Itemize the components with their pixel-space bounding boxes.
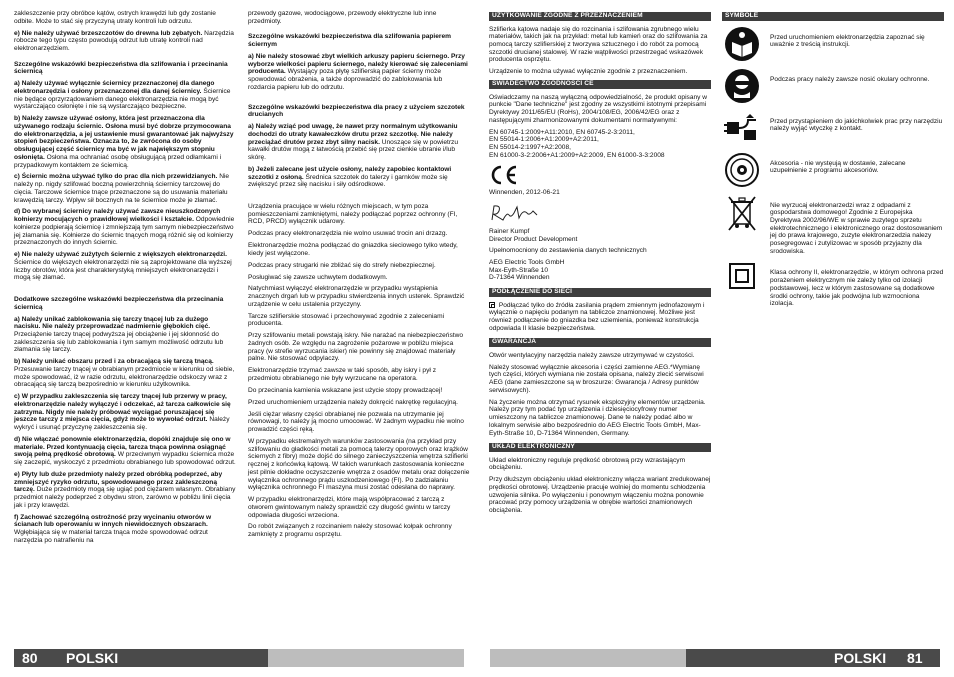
footer-left [0, 649, 477, 667]
symbol-text: Akcesoria - nie wystęują w dostawie, zalecane uzupełnienie z programu akcesoriów. [770, 159, 906, 175]
paragraph: Jeśli ciężar własny części obrabianej nie pozwala na utrzymanie jej równowagi, to należy ją mocno umocować. W żadnym wypadku nie wolno prowadzić części ręką. [248, 410, 464, 434]
section-header: SYMBOLE [722, 12, 944, 21]
paragraph: c) W przypadku zakleszczenia się tarczy tnącej lub przerwy w pracy, elektronarzędzie należy wyłączyć i odczekać, aż tarcza całkowicie się zatrzyma. Nigdy nie należy próbować wyciągać poruszającej się jeszcze tarczy z miejsca cięcia, gdyż może to wywołać odrzut. Należy wykryć i usunąć przyczynę zakleszczenia się. [14, 393, 231, 432]
symbol-row [722, 194, 944, 256]
paragraph: Przed uruchomieniem urządzenia należy dokręcić nakrętkę regulacyjną. [248, 398, 459, 406]
paragraph: Do przecinania kamienia wskazane jest użycie stopy prowadzącej! [248, 386, 443, 394]
norm-line: EN 55014-2:1997+A2:2008, [489, 144, 571, 151]
symbol-row [722, 110, 944, 146]
paragraph: e) Nie należy używać zużytych ściernic z większych elektronarzędzi. Ściernice do większych elektronarzędzi nie są zaprojektowane dla wyższej liczby obrotów, która jest charakterystyką mniejszych elektronarzędzi i mogą się złamać. [14, 251, 232, 282]
address-line: D-71364 Winnenden [489, 274, 550, 282]
paragraph: a) Należy używać wyłącznie ściernicy przeznaczonej dla danego elektronarzędzia i osłony przeznaczonej dla danej ściernicy. Ściernice nie będące oprzyrządowaniem danego elektronarzędzia nie mogą być wystarczająco osłonięte i nie są wystarczająco bezpieczne. [14, 80, 231, 111]
accessory-disc-icon [722, 152, 762, 188]
authorized-text: Upełnomocniony do zestawienia danych technicznych [489, 247, 647, 255]
symbol-row [722, 152, 944, 188]
symbol-row [722, 26, 944, 62]
paragraph: Posługiwać się zawsze uchwytem dodatkowym. [248, 273, 388, 281]
paragraph: b) Należy unikać obszaru przed i za obracającą się tarczą tnącą. Przesuwanie tarczy tnącej w obrabianym przedmiocie w kierunku od siebie, może spowodować, iż w razie odrzutu, elektronarzędzie odskoczy wraz z obracającą się tarczą bezpośrednio w kierunku użytkownika. [14, 358, 235, 389]
norm-line: EN 55014-1:2006+A1:2009+A2:2011, [489, 136, 599, 144]
footer-right [477, 649, 954, 667]
paragraph: b) Należy zawsze używać osłony, która jest przeznaczona dla używanego rodzaju ściernic. Osłona musi być dobrze przymocowana do elektronarzędzia, a jej ustawienie musi gwarantować jak najwyższy stopień bezpieczeństwa. Oznacza to, że zwrócona do osoby obsługującej część ściernicy ma być w jak największym stopniu osłonięta. Osłona ma ochraniać osobę obsługującą przed odłamkami i przypadkowym kontaktem ze ściernicą. [14, 115, 234, 169]
paragraph: e) Płyty lub duże przedmioty należy przed obróbką podeprzeć, aby zmniejszyć ryzyko odrzutu, spowodowanego przez zakleszczoną tarczę. Duże przedmioty mogą się ugiąć pod ciężarem własnym. Obrabiany przedmiot należy podeprzeć z obydwu stron, zarówno w pobliżu linii cięcia jak i przy krawędzi. [14, 470, 236, 509]
section-header: PODŁĄCZENIE DO SIECI [489, 288, 711, 297]
paragraph: e) Nie należy używać brzeszczotów do drewna lub zębatych. Narzędzia robocze tego typu często powodują odrzut lub utratę kontroli nad elektronarzędziem. [14, 29, 234, 52]
paragraph: Podczas pracy elektronarzędzia nie wolno usuwać trocin ani drzazg. [248, 230, 448, 238]
section-heading: Szczególne wskazówki bezpieczeństwa dla szlifowania i przecinania ściernicą [14, 60, 228, 76]
symbol-row [722, 261, 944, 308]
language-label: POLSKI [66, 650, 119, 666]
paragraph: d) Do wybranej ściernicy należy używać zawsze nieuszkodzonych kołnierzy mocujących o prawidłowej wielkości i kształcie. Odpowiednie kołnierze podpierają ściernicę i zmniejszają tym samym niebezpieczeństwo jej złamania się. Kołnierze do ściernic tnących mogą różnić się od kołnierzy przeznaczonych do innych ściernic. [14, 208, 235, 247]
page-number: 80 [22, 650, 38, 666]
paragraph: a) Należy unikać zablokowania się tarczy tnącej lub za dużego nacisku. Nie należy przeprowadzać nadmiernie głębokich cięć. Przeciążenie tarczy tnącej podwyższa jej obciążenie i jej skłonność do zakleszczenia się lub zablokowania i tym samym możliwość odrzutu lub złamania się tarczy. [14, 315, 224, 354]
paragraph: Elektronarzędzie można podłączać do gniazdka sieciowego tylko wtedy, kiedy jest wyłączone. [248, 242, 458, 257]
footer-bar-light [490, 649, 686, 667]
paragraph: Podłączać tylko do źródła zasilania prądem zmiennym jednofazowym i wyłącznie o napięciu podanym na tabliczce znamionowej. Możliwe jest również podłączenie do gniazdka bez uziemienia, ponieważ konstrukcja odpowiada II klasie bezpieczeństwa. [489, 301, 705, 332]
paragraph: Układ elektroniczny reguluje prędkość obrotową przy wzrastającym obciążeniu. [489, 456, 686, 472]
symbol-text: Podczas pracy należy zawsze nosić okulary ochronne. [770, 75, 930, 83]
paragraph: przewody gazowe, wodociągowe, przewody elektryczne lub inne przedmioty. [248, 10, 437, 25]
signature-icon [489, 203, 711, 226]
section-header: UKŁAD ELEKTRONICZNY [489, 443, 711, 452]
symbol-row [722, 68, 944, 104]
paragraph: Natychmiast wyłączyć elektronarzędzie w przypadku wystąpienia znacznych drgań lub w przypadku stwierdzenia innych usterek. Sprawdzić urządzenie w celu ustalenia przyczyny. [248, 285, 465, 308]
section-header: UŻYTKOWANIE ZGODNE Z PRZEZNACZENIEM [489, 12, 711, 21]
paragraph: Oświadczamy na naszą wyłączną odpowiedzialność, że produkt opisany w punkcie "Dane techniczne" jest zgodny ze wszystkimi istotnymi przepisami Dyrektywy 2011/65/EU (RoHs), 2004/108/EG, 2006/42/EG oraz z następującymi zharmonizowanymi dokumentami normatywnymi: [489, 93, 708, 124]
paragraph: Urządzenie to można używać wyłącznie zgodnie z przeznaczeniem. [489, 68, 688, 76]
paragraph: Elektronarzędzie trzymać zawsze w taki sposób, aby iskry i pył z przedmiotu obrabianego nie były wyrzucane na operatora. [248, 367, 436, 383]
section-header: ŚWIADECTWO ZGODNOŚCI CE [489, 80, 711, 89]
signer-name: Rainer Kumpf [489, 227, 530, 235]
column-3 [489, 10, 711, 519]
paragraph: Podczas pracy strugarki nie zbliżać się do strefy niebezpiecznej. [248, 261, 436, 269]
class-ii-square-icon [722, 261, 762, 291]
paragraph: Otwór wentylacyjny narzędzia należy zawsze utrzymywać w czystości. [489, 351, 695, 359]
symbol-text: Przed uruchomieniem elektronarzędzia zapoznać się uważnie z treścią instrukcji. [770, 33, 925, 49]
section-header: GWARANCJA [489, 338, 711, 347]
section-heading: Dodatkowe szczególne wskazówki bezpieczeństwa dla przecinania ściernicą [14, 295, 224, 311]
paragraph: Przy dłuższym obciążeniu układ elektroniczny włącza wariant zredukowanej prędkości obrotowej. Urządzenie pracuje wolniej do momentu schłodzenia uzwojenia silnika. Po wyłączeniu i ponownym włączeniu można ponownie pracować przy pomocy urządzenia w obrębie wartości znamionowych obciążenia. [489, 476, 711, 515]
paragraph: Urządzenia pracujące w wielu różnych miejscach, w tym poza pomieszczeniami zamkniętymi, należy podłączać poprzez ochronny (FI, RCD, PRCD) wyłącznik udarowy. [248, 202, 458, 226]
paragraph: d) Nie włączać ponownie elektronarzędzia, dopóki znajduje się ono w materiale. Przed kontynuacją cięcia, tarcza tnąca powinna osiągnąć swoją pełną prędkość obrotową. W przeciwnym wypadku ściernica może się zaczepić, wyskoczyć z przedmiotu obrabianego lub spowodować odrzut. [14, 435, 236, 467]
paragraph: Należy stosować wyłącznie akcesoria i części zamienne AEG.*Wymianę tych części, których wymiana nie została opisana, należy zlecić serwisowi AEG (dane zamieszczone są w broszurze: Gwarancja / Adresy punktów serwisowych). [489, 363, 704, 394]
paragraph: Do robót związanych z rozcinaniem należy stosować kołpak ochronny zamknięty z programu osprzętu. [248, 523, 452, 539]
symbol-text: Przed przystąpieniem do jakichkolwiek prac przy narzędziu należy wyjąć wtyczkę z kontakt. [770, 117, 943, 133]
ce-mark-icon [489, 165, 711, 185]
weee-bin-icon [722, 194, 762, 234]
address-line: AEG Electric Tools GmbH [489, 258, 565, 266]
paragraph: b) Jeżeli zalecane jest użycie osłony, należy zapobiec kontaktowi szczotki z osłoną. Średnica szczotek do talerzy i garnków może się zwiększyć przez siłę nacisku i siły odśrodkowe. [248, 165, 452, 189]
column-4 [722, 10, 944, 314]
column-1 [14, 10, 236, 549]
read-manual-icon [722, 26, 762, 62]
symbol-text: Nie wyrzucaj elektronarzedzi wraz z odpadami z gospodarstwa domowego! Zgodnie z Europejska Dyrektywa 2002/96/WE w sprawie zuzytego sprzetu elektrotechnicznego i elektronicznego oraz dostosowaniem jej do prawa krajowego, zuzyte elektronarzedzia nalezy posegregowac i zutylizowac w sposób przyjazny dla srodowiska. [770, 201, 943, 255]
address-line: Max-Eyth-Straße 10 [489, 266, 548, 274]
safety-goggles-icon [722, 68, 762, 104]
unplug-icon [722, 110, 762, 146]
section-heading: Szczególne wskazówki bezpieczeństwa dla szlifowania papierem ściernym [248, 33, 452, 49]
paragraph: zakleszczenie przy obróbce kątów, ostrych krawędzi lub gdy zostanie odbite. Może to stać się przyczyną utraty kontroli lub odrzutu. [14, 10, 216, 25]
paragraph: Na życzenie można otrzymać rysunek eksplozyjny elementów urządzenia. Należy przy tym podać typ urządzenia i dziesięciocyfrowy numer umieszczony na tabliczce znamionowej. Dane te należy podać albo w lokalnym serwisie albo bezpośrednio do AEG Electric Tools GmbH, Max-Eyth-Straße 10, D-71364 Winnenden, Germany. [489, 398, 706, 437]
paragraph: Przy szlifowaniu metali powstają iskry. Nie narażać na niebezpieczeństwo żadnych osób. Ze względu na zagrożenie pożarowe w pobliżu miejsca pracy (w strefie wyrzucania iskier) nie powinny się znajdować materiały palne. Nie stosować odpylaczy. [248, 332, 464, 363]
paragraph: W przypadku ekstremalnych warunków zastosowania (na przykład przy szlifowaniu do gładkości metali za pomocą talerzy oporowych oraz krążków ściernych z fibry) może dojść do silnego zanieczyszczenia wnętrza szlifierki ręcznej z końcówką kątową. W takich warunkach zastosowania konieczne jest pilnie dokładne oczyszczenie wnętrza z osadów metalu oraz dołączenie wyłącznika ochronnego prądu uszkodzeniowego (FI). Po zadziałaniu wyłącznika ochronnego FI maszyna musi zostać odesłana do naprawy. [248, 438, 470, 492]
paragraph: a) Należy wziąć pod uwagę, że nawet przy normalnym użytkowaniu dochodzi do utraty kawałeczków drutu przez szczotkę. Nie należy przeciążać drutów przez zbyt silny nacisk. Unoszące się w powietrzu kawałki drutów mogą z łatwością przebić się przez cienkie ubranie i/lub skórę. [248, 123, 458, 161]
paragraph: Tarcze szlifierskie stosować i przechowywać zgodnie z zaleceniami producenta. [248, 312, 445, 328]
paragraph: W przypadku elektronarzędzi, które mają współpracować z tarczą z otworem gwintowanym należy sprawdzić czy długość gwintu w tarczy odpowiada długości wrzeciona. [248, 496, 451, 519]
paragraph: a) Nie należy stosować zbyt wielkich arkuszy papieru ściernego. Przy wyborze wielkości papieru ściernego, należy kierować się zaleceniami producenta. Wystający poza płytę szlifierską papier ścierny może spowodować obrażenia, a także doprowadzić do zablokowania lub rozdarcia papieru lub do odrzutu. [248, 53, 468, 91]
class-ii-icon [489, 302, 495, 308]
signer-title: Director Product Development [489, 235, 578, 243]
section-heading: Szczególne wskazówki bezpieczeństwa dla pracy z użyciem szczotek drucianych [248, 103, 465, 119]
column-2 [248, 10, 470, 543]
footer-bar-light [268, 649, 464, 667]
symbol-text: Klasa ochrony II, elektronarzędzie, w którym ochrona przed porażeniem elektrycznym nie zależy tylko od izolacji podstawowej, lecz w którym zastosowane są dodatkowe środki ochrony, takie jak podwójna lub wzmocniona izolacja. [770, 269, 944, 308]
paragraph: Szlifierka kątowa nadaje się do rozcinania i szlifowania zgrubnego wielu materiałów, takich jak na przykład: metal lub kamień oraz do szlifowania za pomocą tarczy szlifierskiej z tworzywa sztucznego i do robót za pomocą szczotki drucianej stalowej. W razie wątpliwości przestrzegać wskazówek producenta osprzętu. [489, 25, 708, 64]
language-label: POLSKI [834, 650, 887, 666]
paragraph: c) Ściernic można używać tylko do prac dla nich przewidzianych. Nie należy np. nigdy szlifować boczną powierzchnią ściernicy tarczowej do cięcia. Tarczowe ściernice tnące przeznaczone są do usuwania materiału krawędzią tarczy. Wpływ sił bocznych na te ściernice może je złamać. [14, 173, 230, 204]
norm-line: EN 61000-3-2:2006+A1:2009+A2:2009, EN 61000-3-3:2008 [489, 151, 665, 159]
page-number: 81 [907, 650, 923, 666]
norm-line: EN 60745-1:2009+A11:2010, EN 60745-2-3:2011, [489, 128, 635, 136]
norms-list [489, 129, 711, 160]
place-date: Winnenden, 2012-06-21 [489, 189, 560, 197]
paragraph: f) Zachować szczególną ostrożność przy wycinaniu otworów w ścianach lub operowaniu w innych niewidocznych obszarach. Wgłębiająca się w materiał tarcza tnąca może spowodować odrzut narzędzia po natrafieniu na [14, 513, 212, 544]
